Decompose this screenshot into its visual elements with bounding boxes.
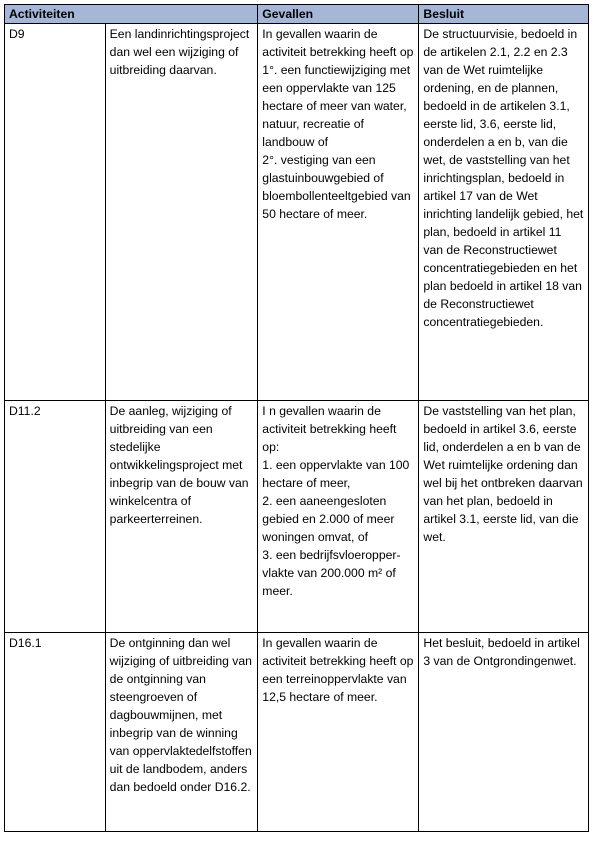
activities-table (4, 4, 589, 832)
table-row (5, 401, 589, 633)
header-row (5, 5, 589, 24)
row-besluit: De structuurvisie, bedoeld in de artikelen 2.1, 2.2 en 2.3 van de Wet ruimtelijke ordening, en de plannen, bedoeld in de artikelen 3.1, eerste lid, 3.6, eerste lid, onderdelen a en b, van die wet, de vaststelling van het inrichtingsplan, bedoeld in artikel 17 van de Wet inrichting landelijk gebied, het plan, bedoeld in artikel 11 van de Reconstructiewet concentratiegebieden en het plan bedoeld in artikel 18 van de Reconstructiewet concentratiegebieden. (419, 24, 589, 401)
table-row (5, 24, 589, 401)
row-gevallen: In gevallen waarin de activiteit betrekking heeft op 1°. een functiewijziging met een oppervlakte van 125 hectare of meer van water, natuur, recreatie of landbouw of 2°. vestiging van een glastuinbouwgebied of bloembollenteeltgebied van 50 hectare of meer. (258, 24, 419, 401)
header-activiteiten: Activiteiten (5, 5, 258, 24)
row-gevallen: I n gevallen waarin de activiteit betrekking heeft op: 1. een oppervlakte van 100 hectare of meer, 2. een aaneengesloten gebied en 2.000 of meer woningen omvat, of 3. een bedrijfsvloeropper-vlakte van 200.000 m² of meer. (258, 401, 419, 633)
header-gevallen: Gevallen (258, 5, 419, 24)
row-code: D9 (5, 24, 106, 401)
row-gevallen: In gevallen waarin de activiteit betrekking heeft op een terreinoppervlakte van 12,5 hectare of meer. (258, 633, 419, 832)
row-activiteit: De aanleg, wijziging of uitbreiding van een stedelijke ontwikkelingsproject met inbegrip van de bouw van winkelcentra of parkeerterreinen. (105, 401, 258, 633)
row-activiteit: Een landinrichtingsproject dan wel een wijziging of uitbreiding daarvan. (105, 24, 258, 401)
header-besluit: Besluit (419, 5, 589, 24)
table-row (5, 633, 589, 832)
row-besluit: Het besluit, bedoeld in artikel 3 van de Ontgrondingenwet. (419, 633, 589, 832)
row-besluit: De vaststelling van het plan, bedoeld in artikel 3.6, eerste lid, onderdelen a en b van de Wet ruimtelijke ordening dan wel bij het ontbreken daarvan van het plan, bedoeld in artikel 3.1, eerste lid, van die wet. (419, 401, 589, 633)
row-code: D11.2 (5, 401, 106, 633)
row-activiteit: De ontginning dan wel wijziging of uitbreiding van de ontginning van steengroeven of dagbouwmijnen, met inbegrip van de winning van oppervlaktedelfstoffen uit de landbodem, anders dan bedoeld onder D16.2. (105, 633, 258, 832)
row-code: D16.1 (5, 633, 106, 832)
